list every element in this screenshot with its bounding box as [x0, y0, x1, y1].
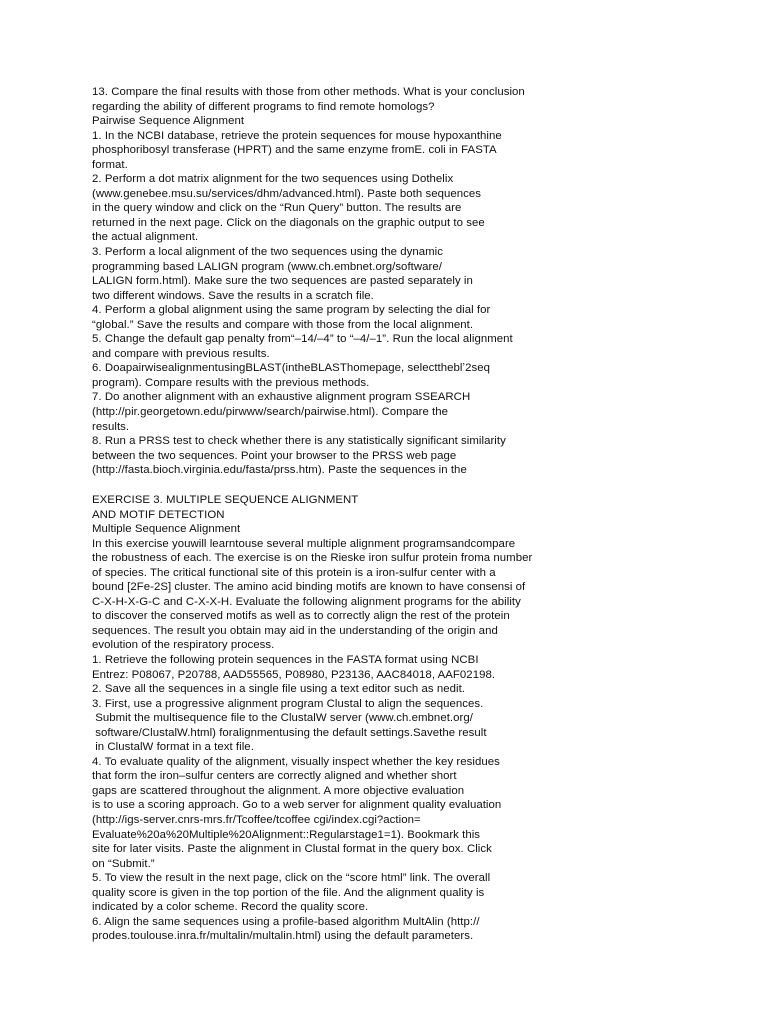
- exercise-3-section-line: site for later visits. Paste the alignment in Clustal format in the query box. Click: [92, 843, 492, 856]
- pairwise-section-line: in the query window and click on the “Run Query” button. The results are: [92, 202, 462, 215]
- pairwise-section-line: (www.genebee.msu.su/services/dhm/advanced.html). Paste both sequences: [92, 187, 482, 200]
- exercise-3-section-line: 2. Save all the sequences in a single file using a text editor such as nedit.: [92, 683, 466, 696]
- pairwise-section-line: Pairwise Sequence Alignment: [92, 115, 245, 128]
- exercise-3-section-line: Entrez: P08067, P20788, AAD55565, P08980, P23136, AAC84018, AAF02198.: [92, 668, 496, 681]
- pairwise-section-line: regarding the ability of different programs to find remote homologs?: [92, 100, 435, 113]
- exercise-3-section-line: 3. First, use a progressive alignment program Clustal to align the sequences.: [92, 697, 484, 710]
- exercise-3-section-line: of species. The critical functional site of this protein is a iron-sulfur center with a: [92, 566, 496, 579]
- pairwise-section-line: 2. Perform a dot matrix alignment for the two sequences using Dothelix: [92, 173, 454, 186]
- pairwise-section-line: 7. Do another alignment with an exhaustive alignment program SSEARCH: [92, 391, 471, 404]
- exercise-3-section-line: Multiple Sequence Alignment: [92, 523, 241, 536]
- exercise-3-section-line: in ClustalW format in a text file.: [92, 741, 254, 754]
- pairwise-section-line: phosphoribosyl transferase (HPRT) and the same enzyme fromE. coli in FASTA: [92, 144, 497, 157]
- pairwise-section-line: results.: [92, 420, 130, 433]
- pairwise-section-line: program). Compare results with the previous methods.: [92, 376, 370, 389]
- pairwise-section-line: “global.” Save the results and compare with those from the local alignment.: [92, 318, 474, 331]
- exercise-3-section-line: on “Submit.”: [92, 857, 155, 870]
- exercise-3-section-line: (http://igs-server.cnrs-mrs.fr/Tcoffee/tcoffee cgi/index.cgi?action=: [92, 814, 421, 827]
- pairwise-section-line: 5. Change the default gap penalty from“–14/–4” to “–4/–1”. Run the local alignment: [92, 333, 513, 346]
- exercise-3-section-line: In this exercise youwill learntouse several multiple alignment programsandcompare: [92, 537, 516, 550]
- exercise-3-section-line: 1. Retrieve the following protein sequences in the FASTA format using NCBI: [92, 654, 479, 667]
- exercise-3-section-line: 5. To view the result in the next page, click on the “score html” link. The overall: [92, 872, 491, 885]
- pairwise-alignment-section: [92, 85, 732, 478]
- exercise-3-section-line: gaps are scattered throughout the alignment. A more objective evaluation: [92, 784, 465, 797]
- exercise-3-section-line: evolution of the respiratory process.: [92, 639, 275, 652]
- exercise-3-section-line: quality score is given in the top portion of the file. And the alignment quality is: [92, 886, 485, 899]
- multiple-alignment-section: [92, 493, 732, 944]
- pairwise-section-line: two different windows. Save the results in a scratch file.: [92, 289, 374, 302]
- exercise-3-section-line: Submit the multisequence file to the ClustalW server (www.ch.embnet.org/: [92, 712, 473, 725]
- exercise-3-section-line: to discover the conserved motifs as well as to correctly align the rest of the protein: [92, 610, 510, 623]
- exercise-3-section-line: EXERCISE 3. MULTIPLE SEQUENCE ALIGNMENT: [92, 494, 359, 506]
- pairwise-section-line: LALIGN form.html). Make sure the two sequences are pasted separately in: [92, 275, 473, 288]
- pairwise-section-line: programming based LALIGN program (www.ch.embnet.org/software/: [92, 260, 442, 273]
- pairwise-section-line: 3. Perform a local alignment of the two sequences using the dynamic: [92, 246, 443, 259]
- pairwise-section-line: (http://fasta.bioch.virginia.edu/fasta/prss.htm). Paste the sequences in the: [92, 464, 467, 477]
- exercise-3-section-line: prodes.toulouse.inra.fr/multalin/multalin.html) using the default parameters.: [92, 930, 474, 943]
- pairwise-section-line: 13. Compare the final results with those from other methods. What is your conclusion: [92, 86, 525, 98]
- pairwise-section-line: 4. Perform a global alignment using the same program by selecting the dial for: [92, 304, 491, 317]
- pairwise-section-line: (http://pir.georgetown.edu/pirwww/search/pairwise.html). Compare the: [92, 406, 449, 419]
- pairwise-section-line: the actual alignment.: [92, 231, 199, 244]
- pairwise-section-line: 1. In the NCBI database, retrieve the protein sequences for mouse hypoxanthine: [92, 129, 502, 142]
- pairwise-section-line: and compare with previous results.: [92, 347, 270, 360]
- pairwise-section-line: 8. Run a PRSS test to check whether there is any statistically significant similarity: [92, 435, 506, 448]
- exercise-3-section-line: bound [2Fe-2S] cluster. The amino acid binding motifs are known to have consensi of: [92, 581, 526, 594]
- exercise-3-section-line: 4. To evaluate quality of the alignment, visually inspect whether the key residues: [92, 755, 500, 768]
- pairwise-section-line: between the two sequences. Point your browser to the PRSS web page: [92, 449, 457, 462]
- pairwise-section-line: 6. DoapairwisealignmentusingBLAST(intheBLASThomepage, selecttheblʼ2seq: [92, 362, 490, 375]
- exercise-3-section-line: Evaluate%20a%20Multiple%20Alignment::Regularstage1=1). Bookmark this: [92, 828, 481, 841]
- exercise-3-section-line: that form the iron–sulfur centers are correctly aligned and whether short: [92, 770, 457, 783]
- exercise-3-section-line: software/ClustalW.html) foralignmentusing the default settings.Savethe result: [92, 726, 487, 739]
- exercise-3-section-line: indicated by a color scheme. Record the quality score.: [92, 901, 369, 914]
- pairwise-section-line: format.: [92, 158, 128, 171]
- exercise-3-section-line: is to use a scoring approach. Go to a web server for alignment quality evaluation: [92, 799, 502, 812]
- exercise-3-section-line: sequences. The result you obtain may aid in the understanding of the origin and: [92, 624, 498, 637]
- exercise-3-section-line: AND MOTIF DETECTION: [92, 508, 225, 521]
- exercise-3-section-line: 6. Align the same sequences using a profile-based algorithm MultAlin (http://: [92, 915, 480, 928]
- exercise-3-section-line: the robustness of each. The exercise is on the Rieske iron sulfur protein froma number: [92, 552, 533, 565]
- pairwise-section-line: returned in the next page. Click on the diagonals on the graphic output to see: [92, 216, 485, 229]
- exercise-3-section-line: C-X-H-X-G-C and C-X-X-H. Evaluate the following alignment programs for the ability: [92, 595, 521, 608]
